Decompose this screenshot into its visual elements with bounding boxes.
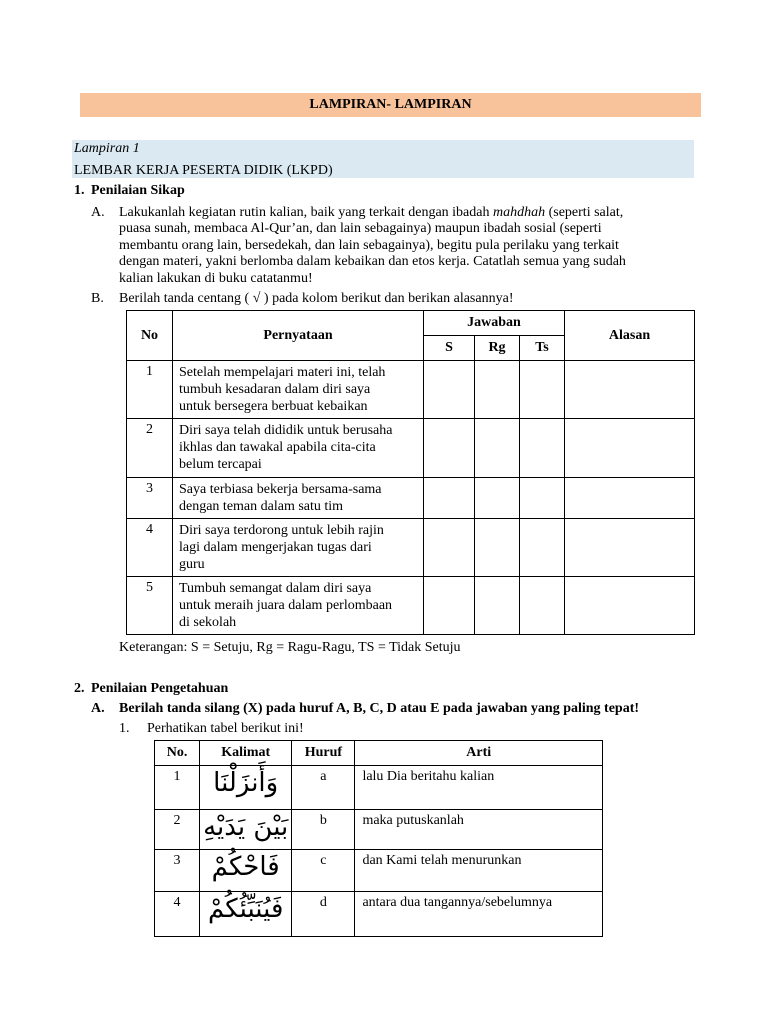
vocab-letter: c — [292, 850, 355, 892]
statement-line: Tumbuh semangat dalam diri saya — [179, 581, 372, 596]
statement-line: untuk bersegera berbuat kebaikan — [179, 399, 368, 414]
vocab-no: 2 — [155, 810, 200, 850]
vocab-letter: a — [292, 766, 355, 810]
vocabulary-table — [154, 740, 603, 937]
sikap-header-rg: Rg — [475, 336, 520, 361]
answer-cell-rg[interactable] — [475, 519, 520, 577]
vocab-letter: b — [292, 810, 355, 850]
row-statement — [173, 577, 424, 635]
answer-cell-rg[interactable] — [475, 419, 520, 478]
section1-a-line1-post: (seperti salat, — [545, 205, 624, 220]
vocab-header-no: No. — [155, 741, 200, 766]
sikap-header-s: S — [424, 336, 475, 361]
section2-number: 2. — [74, 681, 85, 696]
answer-cell-s[interactable] — [424, 519, 475, 577]
section1-a-line2: puasa sunah, membaca Al-Qur’an, dan lain sebagainya) maupun ibadah sosial (seperti — [119, 221, 602, 236]
section1-b-marker: B. — [91, 291, 104, 306]
table-row — [155, 766, 603, 810]
reason-cell[interactable] — [565, 361, 695, 419]
section1-b-text: Berilah tanda centang ( √ ) pada kolom berikut dan berikan alasannya! — [119, 291, 514, 306]
question1-marker: 1. — [119, 721, 130, 736]
vocab-header-huruf: Huruf — [292, 741, 355, 766]
vocab-no: 3 — [155, 850, 200, 892]
section1-title: Penilaian Sikap — [91, 183, 185, 198]
table-row — [127, 478, 695, 519]
vocab-header-arti: Arti — [355, 741, 603, 766]
answer-cell-ts[interactable] — [520, 478, 565, 519]
section2-a-text: Berilah tanda silang (X) pada huruf A, B, C, D atau E pada jawaban yang paling tepat! — [119, 701, 640, 716]
answer-cell-rg[interactable] — [475, 361, 520, 419]
answer-cell-s[interactable] — [424, 478, 475, 519]
table-row — [155, 892, 603, 937]
table-row — [155, 850, 603, 892]
statement-line: di sekolah — [179, 615, 237, 630]
section2-title: Penilaian Pengetahuan — [91, 681, 229, 696]
vocab-meaning: antara dua tangannya/sebelumnya — [355, 892, 603, 937]
sikap-header-alasan: Alasan — [565, 311, 695, 361]
row-no: 1 — [127, 361, 173, 419]
row-no: 3 — [127, 478, 173, 519]
section1-a-line1 — [119, 204, 623, 221]
section2-a-marker: A. — [91, 701, 105, 716]
table-row — [127, 361, 695, 419]
reason-cell[interactable] — [565, 478, 695, 519]
page-banner: LAMPIRAN- LAMPIRAN — [80, 93, 701, 117]
row-no: 5 — [127, 577, 173, 635]
answer-cell-rg[interactable] — [475, 478, 520, 519]
statement-line: tumbuh kesadaran dalam diri saya — [179, 382, 371, 397]
answer-cell-ts[interactable] — [520, 419, 565, 478]
vocab-letter: d — [292, 892, 355, 937]
sikap-table — [126, 310, 695, 635]
statement-line: ikhlas dan tawakal apabila cita-cita — [179, 440, 376, 455]
section1-a-line5: kalian lakukan di buku catatanmu! — [119, 271, 313, 286]
row-no: 4 — [127, 519, 173, 577]
lkpd-title: LEMBAR KERJA PESERTA DIDIK (LKPD) — [74, 163, 333, 178]
answer-cell-s[interactable] — [424, 577, 475, 635]
sikap-header-jawaban: Jawaban — [424, 311, 565, 336]
reason-cell[interactable] — [565, 577, 695, 635]
section1-number: 1. — [74, 183, 85, 198]
question1-text: Perhatikan tabel berikut ini! — [147, 721, 304, 736]
statement-line: Diri saya telah dididik untuk berusaha — [179, 423, 393, 438]
table-row — [155, 810, 603, 850]
section1-a-marker: A. — [91, 205, 105, 220]
vocab-no: 4 — [155, 892, 200, 937]
statement-line: dengan teman dalam satu tim — [179, 499, 344, 514]
vocab-arabic: فَيُنَبِّئُكُمْ — [200, 892, 292, 937]
sikap-header-ts: Ts — [520, 336, 565, 361]
reason-cell[interactable] — [565, 419, 695, 478]
vocab-header-kalimat: Kalimat — [200, 741, 292, 766]
vocab-arabic: بَيْنَ يَدَيْهِ — [200, 810, 292, 850]
row-statement — [173, 519, 424, 577]
statement-line: untuk meraih juara dalam perlombaan — [179, 598, 393, 613]
table-row — [127, 577, 695, 635]
sikap-header-pernyataan: Pernyataan — [173, 311, 424, 361]
section1-a-line1-em: mahdhah — [492, 205, 546, 220]
row-statement — [173, 419, 424, 478]
row-no: 2 — [127, 419, 173, 478]
vocab-arabic: فَاحْكُمْ — [200, 850, 292, 892]
table-row — [127, 519, 695, 577]
answer-cell-ts[interactable] — [520, 361, 565, 419]
keterangan: Keterangan: S = Setuju, Rg = Ragu-Ragu, TS = Tidak Setuju — [119, 640, 461, 655]
statement-line: Saya terbiasa bekerja bersama-sama — [179, 482, 382, 497]
vocab-arabic: وَأَنزَلْنَا — [200, 766, 292, 810]
vocab-meaning: maka putuskanlah — [355, 810, 603, 850]
sikap-header-no: No — [127, 311, 173, 361]
statement-line: Setelah mempelajari materi ini, telah — [179, 365, 386, 380]
row-statement — [173, 361, 424, 419]
answer-cell-rg[interactable] — [475, 577, 520, 635]
answer-cell-ts[interactable] — [520, 519, 565, 577]
vocab-meaning: lalu Dia beritahu kalian — [355, 766, 603, 810]
answer-cell-s[interactable] — [424, 419, 475, 478]
table-row — [127, 419, 695, 478]
answer-cell-s[interactable] — [424, 361, 475, 419]
statement-line: belum tercapai — [179, 457, 262, 472]
vocab-no: 1 — [155, 766, 200, 810]
statement-line: Diri saya terdorong untuk lebih rajin — [179, 523, 384, 538]
section1-a-line4: dengan materi, yakni berlomba dalam kebaikan dan etos kerja. Catatlah semua yang sudah — [119, 254, 626, 269]
answer-cell-ts[interactable] — [520, 577, 565, 635]
reason-cell[interactable] — [565, 519, 695, 577]
statement-line: guru — [179, 557, 205, 572]
statement-line: lagi dalam mengerjakan tugas dari — [179, 540, 372, 555]
section1-a-line3: membantu orang lain, bersedekah, dan lain sebagainya), begitu pula perilaku yang terkait — [119, 238, 619, 253]
section1-a-line1-pre: Lakukanlah kegiatan rutin kalian, baik yang terkait dengan ibadah — [119, 205, 493, 220]
lampiran-label: Lampiran 1 — [74, 141, 140, 156]
vocab-meaning: dan Kami telah menurunkan — [355, 850, 603, 892]
row-statement — [173, 478, 424, 519]
